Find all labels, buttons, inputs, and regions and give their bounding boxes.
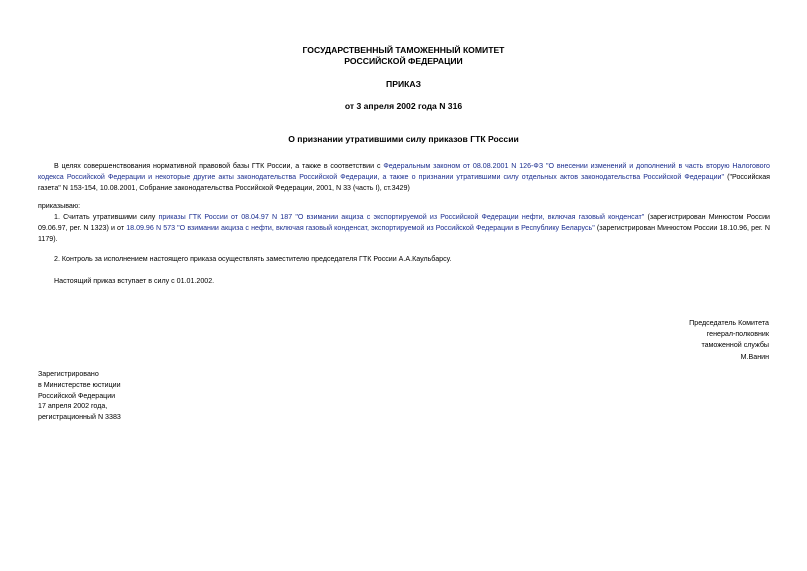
item-1-text-3: (зарегистрирован Минюстом России 18.10.96, рег. N 1179). [38,224,770,243]
order-word: приказываю: [38,202,81,210]
item-1-text-1: 1. Считать утратившими силу [54,213,159,221]
item-1-paragraph [38,212,770,245]
federal-law-link[interactable]: Федеральным законом от 08.08.2001 N 126-ФЗ "О внесении изменений и дополнений в часть вторую Налогового кодекса Российской Федерации и некоторые другие акты законодательства Российской Федерации, а также о признании утратившими силу отдельных актов законодательства Российской Федерации" [38,162,770,181]
order-187-link[interactable]: приказы ГТК России от 08.04.97 N 187 "О взимании акциза с экспортируемой из Российской Федерации нефти, включая газовый конденсат" [158,213,645,221]
signature-line-2: генерал-полковник [706,330,769,339]
issuer-line-2: РОССИЙСКОЙ ФЕДЕРАЦИИ [344,56,463,66]
registration-line-1: Зарегистрировано [38,370,99,378]
registration-block [38,369,238,423]
document-date-number: от 3 апреля 2002 года N 316 [344,101,463,111]
signature-line-4: М.Ванин [740,352,769,361]
item-1-text-2: (зарегистрирован Минюстом России 09.06.97, рег. N 1323) и от [38,213,771,232]
registration-line-3: Российской Федерации [38,391,116,400]
signature-line-1: Председатель Комитета [689,319,769,327]
signature-line-3: таможенной службы [701,341,769,350]
preamble-paragraph [38,161,770,194]
document-type: ПРИКАЗ [386,79,421,89]
effective-date-paragraph: Настоящий приказ вступает в силу с 01.01.2002. [54,277,215,285]
issuer-heading [0,45,807,67]
signature-block [569,318,769,363]
order-573-link[interactable]: 18.09.96 N 573 "О взимании акциза с нефти, включая газовый конденсат, экспортируемой из Российской Федерации в Республику Беларусь" [126,224,595,232]
document-title: О признании утратившими силу приказов ГТК России [288,134,519,144]
registration-line-2: в Министерстве юстиции [38,380,121,389]
issuer-line-1: ГОСУДАРСТВЕННЫЙ ТАМОЖЕННЫЙ КОМИТЕТ [302,45,505,55]
registration-line-4: 17 апреля 2002 года, [38,402,108,411]
preamble-text-2: ("Российская газета" N 153-154, 10.08.2001, Собрание законодательства Российской Федерации, 2001, N 33 (часть I), ст.3429) [38,173,770,192]
preamble-text-1: В целях совершенствования нормативной правовой базы ГТК России, а также в соответствии с [54,162,384,170]
item-2-paragraph: 2. Контроль за исполнением настоящего приказа осуществлять заместителю председателя ГТК России А.А.Каульбарсу. [54,255,452,263]
registration-line-5: регистрационный N 3383 [38,413,121,422]
